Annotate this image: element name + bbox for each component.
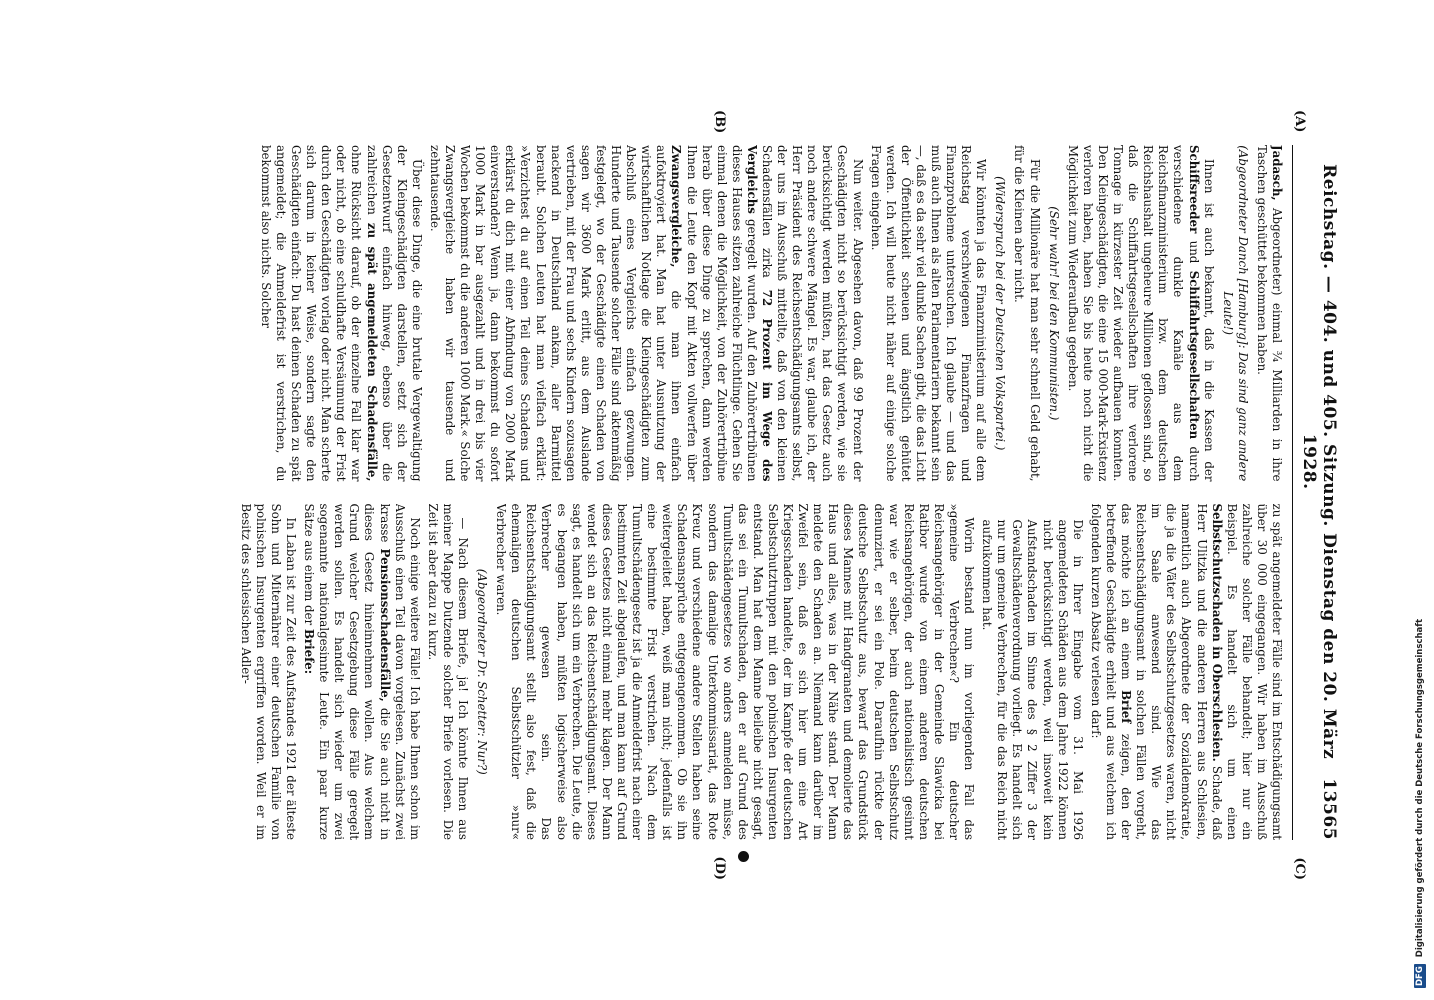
column-left xyxy=(134,145,1284,482)
paragraph xyxy=(258,145,424,482)
paragraph-text: ohne Rücksicht darauf, ob der einzelne Fall klar war oder nicht, ob eine schuldhafte Versäumung der Frist durch den Geschädigten vorlag oder nicht. Man scherte sich darum in keiner Weise, sondern sagte den Geschädigten einfach: Du hast deinen Schaden zu spät angemeldet; die Anmeldefrist ist verstrichen, du bekommst also nichts. Solcher xyxy=(258,145,364,482)
paragraph-text: durch verschiedene dunkle Kanäle aus dem Reichsfinanzministerium bzw. dem deutschen Reichshaushalt ungeheure Millionen geflossen sind, so daß die Schiffahrtsgesellschaften ihre verlorene Tonnage in kürzester Zeit wieder aufbauen konnten. Den Kleingeschädigten, die eine 15 000-Mark-Existenz verloren haben, haben Sie bis heute noch nicht die Möglichkeit zum Wiederaufbau gegeben. xyxy=(1065,145,1201,482)
paragraph: Wir könnten ja das Finanzministerium auf alle dem Reichstag verschwiegenen Finanzfragen und Finanzprobleme untersuchen. Ich glaube — und das muß auch Ihnen als alten Parlamentariern bekannt sein —, daß es da sehr viel dunkle Sachen gibt, die das Licht der Öffentlichkeit scheuen und ängstlich gehütet werden. Ich will heute nicht näher auf einige solche Fragen eingehen. xyxy=(868,145,989,482)
paragraph xyxy=(1065,145,1216,482)
emphasis: zu spät angemeldeten Schadensfälle, xyxy=(364,222,379,482)
interjection: (Abgeordneter Danch [Hamburg]: Das sind ganz andere Leute!) xyxy=(1220,145,1250,482)
ink-dot xyxy=(738,851,749,862)
emphasis: Brief xyxy=(1119,690,1134,724)
paragraph-text: geregelt wurden. Auf den Zuhörertribünen dieses Hauses sitzen zahlreiche Flüchtlinge. Gehen Sie einmal denen die Möglichkeit, von der Zuhörertribüne herab über diese Dinge zu sprechen, dann werden Ihnen die Leute den Kopf mit Akten vollwerfen über xyxy=(684,145,759,482)
paragraph xyxy=(301,504,422,841)
interjection: (Abgeordneter Dr. Schetter: Nur?) xyxy=(475,568,490,775)
paragraph xyxy=(1088,504,1284,841)
speaker-name: Jadasch, xyxy=(1270,145,1284,201)
paragraph xyxy=(1254,145,1284,482)
paragraph-text: Noch einige weitere Fälle! Ich habe Ihnen schon im Ausschuß einen Teil davon vorgelesen. Zunächst zwei krasse xyxy=(377,503,422,840)
paragraph-text: und xyxy=(1186,240,1201,264)
quoted-letter: Die in Ihrer Eingabe vom 31. Mai 1926 angemeldeten Schäden aus dem Jahre 1922 können nicht berücksichtigt werden, weil insoweit kein Aufstandschaden im Sinne des § 2 Ziffer 3 der Gewaltschädenverordnung vorliegt. Es handelt sich nur um gemeine Verbrechen, für die das Reich nicht aufzukommen hat. xyxy=(980,519,1085,840)
dfg-logo: DFG xyxy=(1415,966,1425,986)
paragraph xyxy=(427,145,865,482)
paragraph-text: Über diese Dinge, die eine brutale Vergewaltigung der Kleingeschädigten darstellen, setzt sich der Gesetzentwurf einfach hinweg, ebenso über die zahlreichen xyxy=(364,145,424,482)
text-columns xyxy=(134,145,1284,840)
paragraph-text: Nun weiter. Abgesehen davon, daß 99 Prozent der Geschädigten nicht so berücksichtigt werden, wie sie berücksichtigt werden müßten, hat das Gesetz auch noch andere schwere Mängel. Es war, glaube ich, der Herr Präsident des Reichsentschädigungsamts selbst, der uns im Ausschuß mitteilte, daß von den kleinen Schadensfällen zirka xyxy=(760,145,865,482)
emphasis: Selbstschutzschaden in Oberschlesien. xyxy=(1209,503,1224,762)
paragraph: — Nach diesem Briefe, ja! Ich könnte Ihnen aus meiner Mappe Dutzende solcher Briefe vorlesen. Die Zeit ist aber dazu zu kurz. xyxy=(425,503,471,840)
sidebar-text: Digitalisierung gefördert durch die Deutsche Forschungsgemeinschaft xyxy=(1415,618,1425,958)
paragraph-text: Abgeordneter) einmal ¾ Milliarden in ihre Taschen geschüttet bekommen haben. xyxy=(1254,145,1284,482)
emphasis: Pensionsschadensfälle, xyxy=(377,548,392,702)
page-header xyxy=(1292,145,1339,840)
column-right xyxy=(134,504,1284,841)
paragraph-text: die Sie auch nicht in dieses Gesetz hineinnehmen wollen. Aus welchem Grund welcher Gesetzgebung diese Fälle geregelt werden sollen. Es handelt sich wieder um zwei sogenannte nationalgesinnte Leute. Ein paar kurze Sätze aus einem der xyxy=(302,503,392,840)
margin-marker-a: (A) xyxy=(1292,110,1307,133)
page-number: 13565 xyxy=(1319,778,1339,840)
emphasis: Schiffahrtsgesellschaften xyxy=(1186,270,1201,440)
paragraph-text: Schade, daß Herr Ulitzka und die anderen Herren aus Schlesien, namentlich auch Abgeordnete der Sozialdemokratie, die ja die Väter des Selbstschutzgesetzes waren, nicht im Saale anwesend sind. Wie das Reichsentschädigungsamt in solchen Fällen vorgeht, das möchte ich an einem xyxy=(1119,503,1224,840)
emphasis: Briefe: xyxy=(302,628,317,675)
document-page xyxy=(67,50,1367,950)
paragraph: In Laban ist zur Zeit des Aufstandes 1921 der älteste Sohn und Miternährer einer deutschen Familie von polnischen Insurgenten ergriffen worden. Weil er im Besitz des schlesischen Adler- xyxy=(238,503,298,840)
paragraph-text: zu spät angemeldeter Fälle sind im Entschädigungsamt über 30 000 eingegangen. Wir haben im Ausschuß zahlreiche solcher Fälle behandelt; hier nur ein Beispiel. Es handelt sich um einen xyxy=(1224,503,1284,840)
emphasis: Schiffsreeder xyxy=(1186,145,1201,234)
paragraph: Worin bestand nun im vorliegenden Fall das »gemeine Verbrechen«? Ein deutscher Reichsangehöriger in der Gemeinde Slawicka bei Ratibor wurde von einem anderen deutschen Reichsangehörigen, der auch nationalistisch gesinnt war wie er selber, beim deutschen Selbstschutz denunziert, er sei ein Pole. Daraufhin rückte der deutsche Selbstschutz aus, bewarf das Grundstück dieses Mannes mit Handgranaten und demolierte das Haus und alles, was in der Nähe stand. Der Mann meldete den Schaden an. Niemand kann darüber im Zweifel sein, daß es sich hier um eine Art Kriegsschaden handelte, der im Kampfe der deutschen Selbstschutztruppen mit den polnischen Insurgenten entstand. Man hat dem Manne beileibe nicht gesagt, das sei ein Tumultschaden, den er auf Grund des Tumultschädengesetzes wo anders anmelden müsse, sondern das damalige Unterkommissariat, das Rote Kreuz und verschiedene andere Stellen haben seine Schadensansprüche entgegengenommen. Ob sie ihn weitergeleitet haben, weiß man nicht; jedenfalls ist eine bestimmte Frist verstrichen. Nach dem Tumultschädengesetz ist ja die Anmeldefrist nach einer bestimmten Zeit abgelaufen, und man kann auf Grund dieses Gesetzes nicht einmal mehr klagen. Der Mann wendet sich an das Reichsentschädigungsamt. Dieses sagt, es handelt sich um ein Verbrechen. Die Leute, die es begangen haben, müßten logischerweise also Verbrecher gewesen sein. Das Reichsentschädigungsamt stellt also fest, daß die ehemaligen deutschen Selbstschützler »nur« Verbrecher waren. xyxy=(494,503,977,840)
interjection: (Sehr wahr! bei den Kommunisten.) xyxy=(1046,206,1061,421)
margin-marker-c: (C) xyxy=(1292,857,1307,880)
sidebar-credit xyxy=(1414,8,1430,988)
emphasis: 72 Prozent im Wege des Vergleichs xyxy=(744,145,774,482)
margin-marker-d: (D) xyxy=(712,856,727,880)
interjection: (Widerspruch bei der Deutschen Volkspartei.) xyxy=(993,176,1008,451)
header-title: Reichstag. — 404. und 405. Sitzung. Dienstag den 20. März 1928. xyxy=(1299,164,1339,760)
paragraph-text: zeigen, den der betreffende Geschädigte erhielt und aus welchem ich folgenden kurzen Absatz verlesen darf: xyxy=(1088,503,1134,840)
paragraph-text: Ihnen ist auch bekannt, daß in die Kassen der xyxy=(1201,159,1216,482)
paragraph: Für die Millionäre hat man sehr schnell Geld gehabt, für die Kleinen aber nicht. xyxy=(1012,145,1042,482)
paragraph-text: die man ihnen einfach aufoktroyiert hat. Man hat unter Ausnutzung der wirtschaftlichen Notlage die Kleingeschädigten zum Abschluß eines Vergleichs einfach gezwungen. Hunderte und Tausende solcher Fälle sind aktenmäßig festgelegt, wo der Geschädigte einen Schaden von sagen wir 3600 Mark erlitt, aus dem Auslande vertrieben, mit der Frau und sechs Kindern sozusagen nackend in Deutschland ankam, aller Barmittel beraubt. Solchen Leuten hat man vielfach erklärt: »Verzichtest du auf einen Teil deines Schadens und erklärst du dich mit einer Abfindung von 2000 Mark einverstanden? Wenn ja, dann bekommst du sofort 1000 Mark in bar ausgezahlt und in drei bis vier Wochen bekommst du die anderen 1000 Mark.« Solche Zwangsvergleiche haben wir tausende und zehntausende. xyxy=(427,145,684,482)
margin-marker-b: (B) xyxy=(712,110,727,134)
emphasis: Zwangsvergleiche, xyxy=(669,145,684,268)
